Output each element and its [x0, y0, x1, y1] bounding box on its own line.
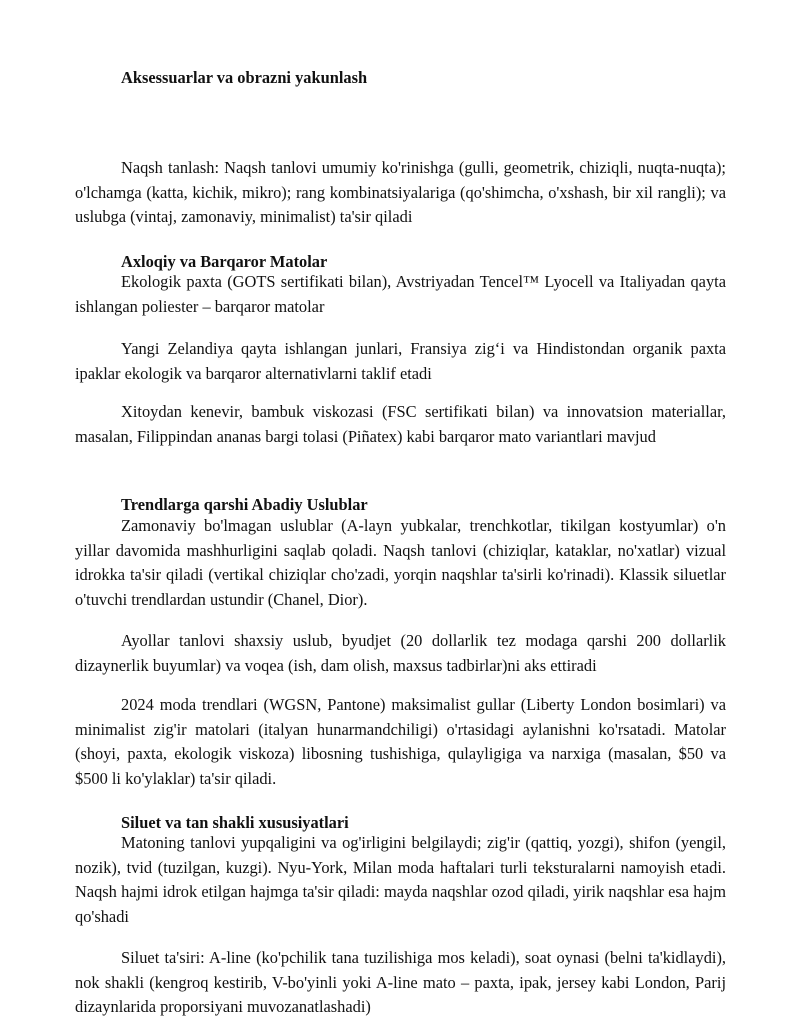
section-heading-sustainable-fabrics: Axloqiy va Barqaror Matolar [121, 252, 328, 271]
section-heading-silhouette: Siluet va tan shakli xususiyatlari [121, 813, 349, 832]
paragraph-timeless-styles-3: 2024 moda trendlari (WGSN, Pantone) maksimalist gullar (Liberty London bosimlari) va minimalist zig'ir matolari (italyan hunarmandchiligi) o'rtasidagi aylanishni ko'rsatadi. Matolar (shoyi, paxta, ekologik viskoza) libosning tushishiga, qulayligiga va narxiga (masalan, $50 va $500 li ko'ylaklar) ta'sir qiladi. [75, 695, 726, 788]
section-heading-timeless-styles: Trendlarga qarshi Abadiy Uslublar [121, 495, 368, 514]
paragraph-timeless-styles-2: Ayollar tanlovi shaxsiy uslub, byudjet (20 dollarlik tez modaga qarshi 200 dollarlik dizaynerlik buyumlar) va voqea (ish, dam olish, maxsus tadbirlar)ni aks ettiradi [75, 631, 726, 675]
paragraph-silhouette-2: Siluet ta'siri: A-line (ko'pchilik tana tuzilishiga mos keladi), soat oynasi (belni ta'kidlaydi), nok shakli (kengroq kestirib, V-bo'yinli yoki A-line mato – paxta, ipak, jersey kabi London, Parij dizaynlarida proporsiyani muvozanatlashadi) [75, 948, 726, 1017]
paragraph-pattern-choice: Naqsh tanlash: Naqsh tanlovi umumiy ko'rinishga (gulli, geometrik, chiziqli, nuqta-nuqta); o'lchamga (katta, kichik, mikro); rang kombinatsiyalariga (qo'shimcha, o'xshash, bir xil rangli); va uslubga (vintaj, zamonaviy, minimalist) ta'sir qiladi [75, 158, 726, 227]
section-heading-accessories: Aksessuarlar va obrazni yakunlash [121, 68, 368, 87]
paragraph-sustainable-fabrics-2: Yangi Zelandiya qayta ishlangan junlari, Fransiya zig‘i va Hindistondan organik paxta ipaklar ekologik va barqaror alternativlarni taklif etadi [75, 339, 726, 383]
paragraph-sustainable-fabrics-3: Xitoydan kenevir, bambuk viskozasi (FSC sertifikati bilan) va innovatsion materiallar, masalan, Filippindan ananas bargi tolasi (Piñatex) kabi barqaror mato variantlari mavjud [75, 402, 726, 446]
paragraph-silhouette-1: Matoning tanlovi yupqaligini va og'irligini belgilaydi; zig'ir (qattiq, yozgi), shifon (yengil, nozik), tvid (tuzilgan, kuzgi). Nyu-York, Milan moda haftalari turli teksturalarni namoyish etadi. Naqsh hajmi idrok etilgan hajmga ta'sir qiladi: mayda naqshlar ozod qiladi, yirik naqshlar esa hajm qo'shadi [75, 833, 726, 926]
paragraph-sustainable-fabrics-1: Ekologik paxta (GOTS sertifikati bilan), Avstriyadan Tencel™ Lyocell va Italiyadan qayta ishlangan poliester – barqaror matolar [75, 272, 726, 316]
paragraph-timeless-styles-1: Zamonaviy bo'lmagan uslublar (A-layn yubkalar, trenchkotlar, tikilgan kostyumlar) o'n yillar davomida mashhurligini saqlab qoladi. Naqsh tanlovi (chiziqlar, kataklar, no'xatlar) vizual idrokka ta'sir qiladi (vertikal chiziqlar cho'zadi, yorqin naqshlar ta'sirli ko'rinadi). Klassik siluetlar o'tuvchi trendlardan ustundir (Chanel, Dior). [75, 516, 726, 609]
